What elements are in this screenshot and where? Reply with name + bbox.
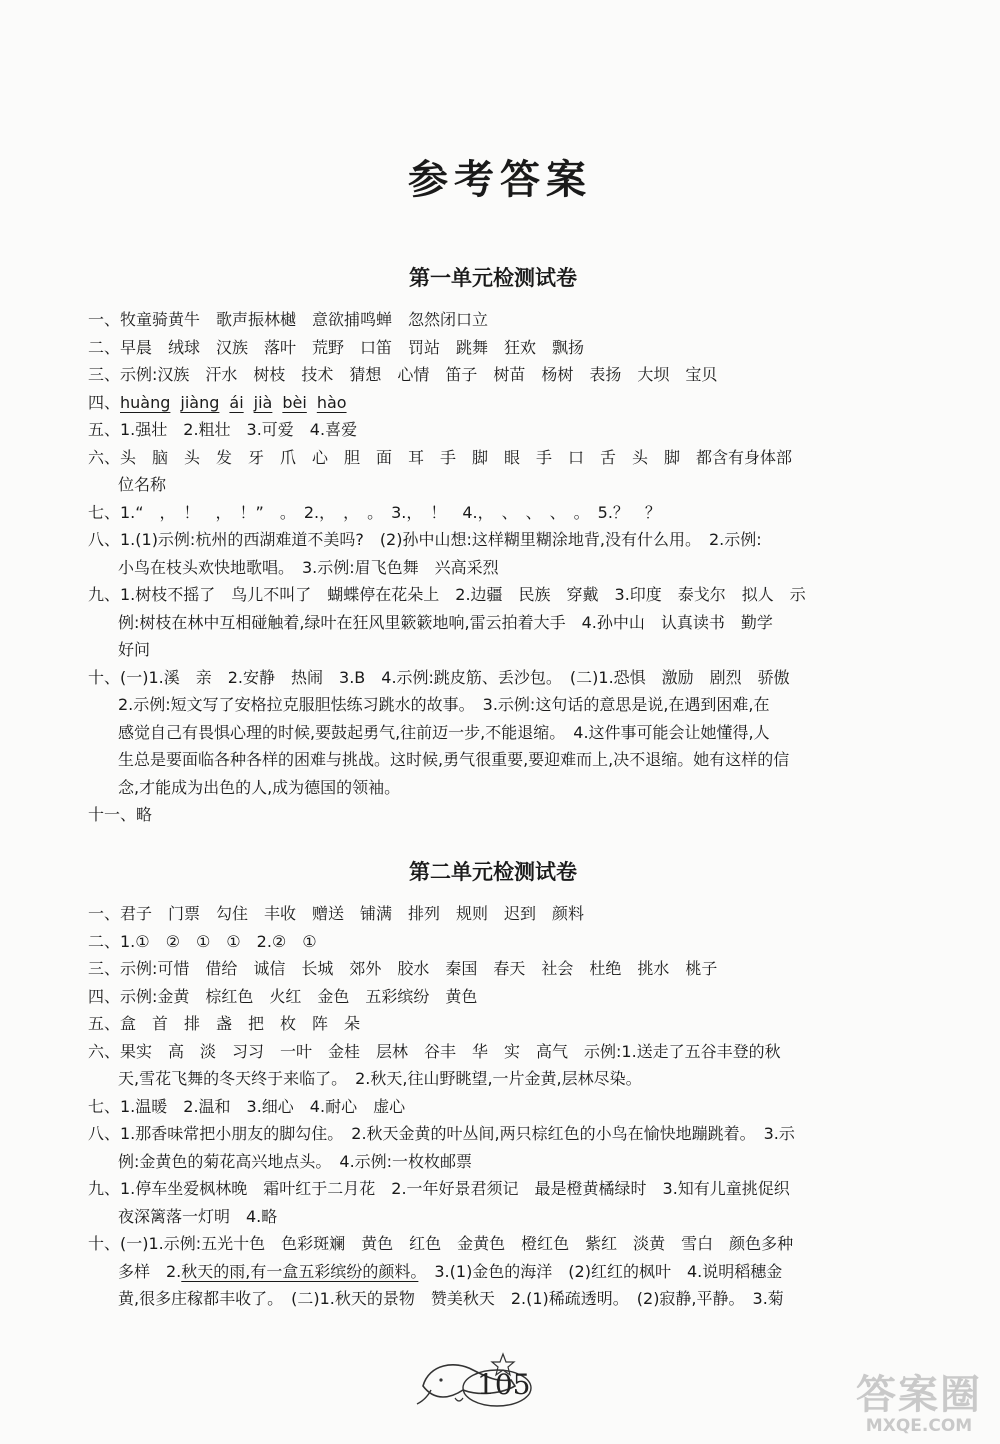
- watermark-logo: [844, 1363, 994, 1436]
- unit-2-answers: [88, 900, 888, 1258]
- unit-2-section: [88, 856, 888, 1313]
- unit-1-answer-line: 好问: [118, 640, 151, 659]
- watermark-main: 答案圈: [856, 1372, 982, 1418]
- page-number: 105: [477, 1368, 531, 1401]
- unit-1-answer-line: 六、头 脑 头 发 牙 爪 心 胆 面 耳 手 脚 眼 手 口 舌 头 脚 都含有身体部: [88, 447, 793, 467]
- underlined-line-after: 3.(1)金色的海洋 (2)红红的枫叶 4.说明稻穗金: [418, 1261, 783, 1281]
- unit-2-answer-line: 三、示例:可惜 借给 诚信 长城 郊外 胶水 秦国 春天 社会 杜绝 挑水 桃子: [88, 959, 718, 978]
- unit-1-answer-line: 感觉自己有畏惧心理的时候,要鼓起勇气,往前迈一步,不能退缩。 4.这件事可能会让她懂得,人: [118, 722, 770, 742]
- pinyin-word: huàng: [120, 392, 171, 412]
- unit-1-answer-line: 例:树枝在林中互相碰触着,绿叶在狂风里簌簌地响,雷云拍着大手 4.孙中山 认真读书 勤学: [118, 612, 773, 632]
- underlined-answer: 秋天的雨,有一盒五彩缤纷的颜料。: [181, 1261, 419, 1281]
- pinyin-prefix: 四、: [88, 392, 121, 412]
- unit-1-answer-1: 一、牧童骑黄牛 歌声振林樾 意欲捕鸣蝉 忽然闭口立: [88, 310, 489, 329]
- page-footer: [415, 1346, 555, 1416]
- unit-1-answer-line: 七、1.“ ， ！ ， ！” 。 2.， ， 。 3.， ！ 4.， 、 、 、 。 5.？ ？: [88, 502, 661, 522]
- unit-2-answer-line: 七、1.温暖 2.温和 3.细心 4.耐心 虚心: [88, 1096, 406, 1116]
- unit-2-answer-line: 五、盒 首 排 盏 把 枚 阵 朵: [88, 1014, 361, 1033]
- unit-2-answer-line: 天,雪花飞舞的冬天终于来临了。 2.秋天,往山野眺望,一片金黄,层林尽染。: [118, 1069, 642, 1088]
- unit-2-answer-line: 例:金黄色的菊花高兴地点头。 4.示例:一枚枚邮票: [118, 1151, 473, 1171]
- unit-2-answer-underlined-line: [88, 1258, 888, 1286]
- pinyin-word: hào: [316, 392, 347, 412]
- pinyin-word: jiàng: [180, 392, 220, 412]
- unit-2-answer-line: 九、1.停车坐爱枫林晚 霜叶红于二月花 2.一年好景君须记 最是橙黄橘绿时 3.知有儿童挑促织: [88, 1179, 790, 1198]
- unit-1-section: [88, 262, 888, 829]
- underlined-line-before: 多样 2.: [118, 1261, 182, 1281]
- unit-1-title: 第一单元检测试卷: [409, 266, 577, 290]
- unit-2-title: 第二单元检测试卷: [409, 860, 577, 884]
- unit-1-answer-line: 九、1.树枝不摇了 鸟儿不叫了 蝴蝶停在花朵上 2.边疆 民族 穿戴 3.印度 泰戈尔 拟人 示: [88, 585, 806, 604]
- unit-2-answer-final-line: 黄,很多庄稼都丰收了。 (二)1.秋天的景物 赞美秋天 2.(1)稀疏透明。 (2)寂静,平静。 3.菊: [118, 1289, 784, 1308]
- page-title: 参考答案: [408, 157, 592, 203]
- unit-2-answer-line: 一、君子 门票 勾住 丰收 赠送 铺满 排列 规则 迟到 颜料: [88, 904, 585, 923]
- unit-2-answer-line: 四、示例:金黄 棕红色 火红 金色 五彩缤纷 黄色: [88, 986, 478, 1006]
- pinyin-word: jià: [253, 392, 273, 412]
- unit-1-answer-2: 二、早晨 绒球 汉族 落叶 荒野 口笛 罚站 跳舞 狂欢 飘扬: [88, 337, 585, 357]
- unit-1-answer-line: 位名称: [118, 475, 167, 494]
- unit-1-answer-line: 十一、略: [88, 805, 153, 824]
- unit-1-answer-line: 五、1.强壮 2.粗壮 3.可爱 4.喜爱: [88, 420, 358, 439]
- pinyin-word: ái: [229, 392, 244, 412]
- pinyin-word: bèi: [282, 392, 307, 412]
- unit-1-answer-4-pinyin: [88, 389, 888, 417]
- unit-1-answer-line: 2.示例:短文写了安格拉克服胆怯练习跳水的故事。 3.示例:这句话的意思是说,在遇到困难,在: [118, 695, 770, 714]
- unit-1-answer-line: 八、1.(1)示例:杭州的西湖难道不美吗? (2)孙中山想:这样糊里糊涂地背,没有什么用。 2.示例:: [88, 530, 762, 549]
- unit-1-answer-line: 十、(一)1.溪 亲 2.安静 热闹 3.B 4.示例:跳皮筋、丢沙包。 (二)1.恐惧 激励 剧烈 骄傲: [88, 667, 790, 687]
- unit-2-answer-line: 二、1.① ② ① ① 2.② ①: [88, 931, 317, 951]
- watermark-sub: MXQE.COM: [865, 1416, 973, 1436]
- unit-2-answer-line: 夜深篱落一灯明 4.略: [118, 1206, 278, 1226]
- unit-2-answer-line: 六、果实 高 淡 习习 一叶 金桂 层林 谷丰 华 实 高气 示例:1.送走了五谷丰登的秋: [88, 1041, 781, 1061]
- unit-1-answers-continued: [88, 416, 888, 829]
- unit-1-answer-line: 小鸟在枝头欢快地歌唱。 3.示例:眉飞色舞 兴高采烈: [118, 557, 499, 577]
- unit-1-answer-line: 生总是要面临各种各样的困难与挑战。这时候,勇气很重要,要迎难而上,决不退缩。她有这样的信: [118, 750, 790, 769]
- unit-1-answer-3: 三、示例:汉族 汗水 树枝 技术 猜想 心情 笛子 树苗 杨树 表扬 大坝 宝贝: [88, 365, 718, 384]
- unit-1-answer-line: 念,才能成为出色的人,成为德国的领袖。: [118, 777, 401, 797]
- unit-2-answer-line: 八、1.那香味常把小朋友的脚勾住。 2.秋天金黄的叶丛间,两只棕红色的小鸟在愉快地蹦跳着。 3.示: [88, 1124, 795, 1143]
- unit-2-answer-line: 十、(一)1.示例:五光十色 色彩斑斓 黄色 红色 金黄色 橙红色 紫红 淡黄 雪白 颜色多种: [88, 1234, 794, 1253]
